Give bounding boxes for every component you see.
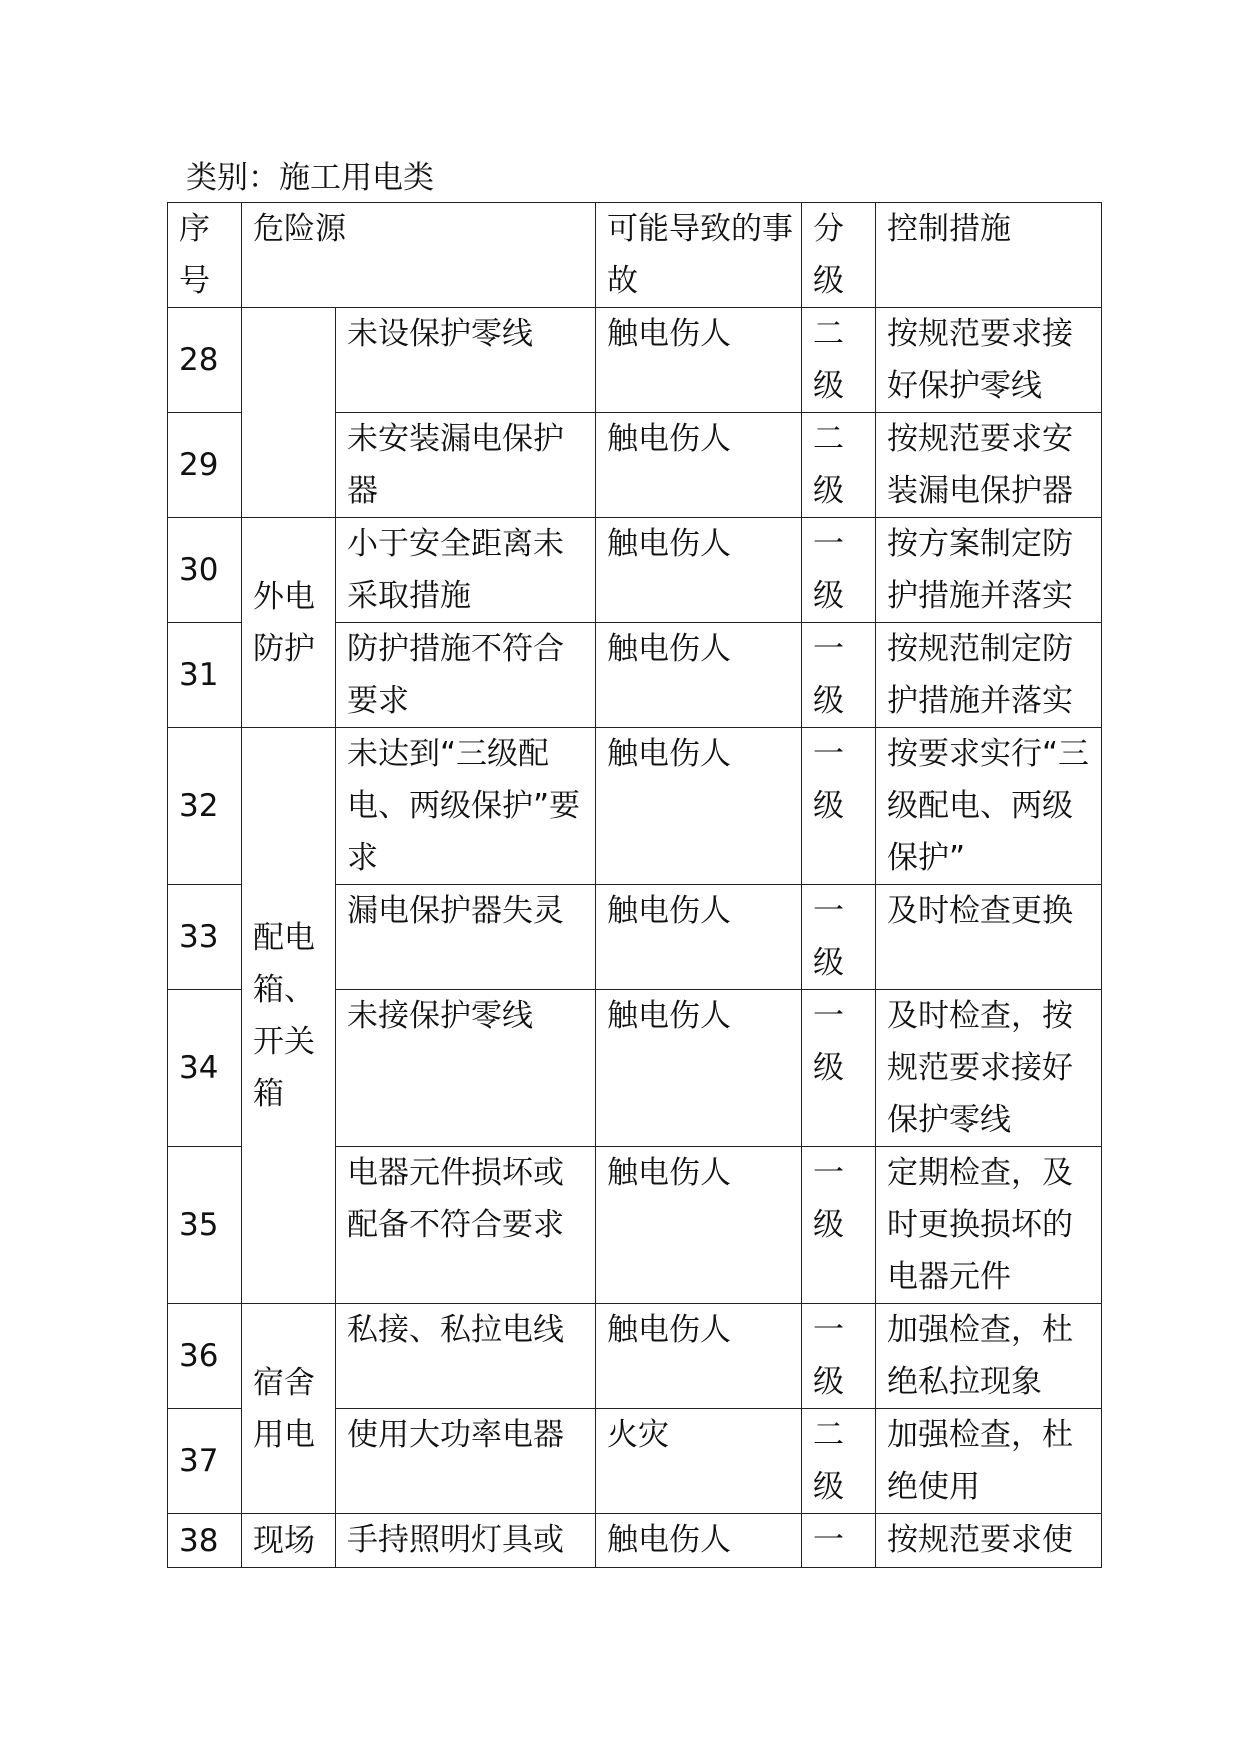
- row-accident: 触电伤人: [596, 1147, 802, 1304]
- row-control: 加强检查，杜绝私拉现象: [876, 1304, 1102, 1409]
- row-seq: 28: [168, 308, 242, 413]
- table-row: [168, 518, 1102, 623]
- row-grade: 二级: [802, 1409, 876, 1514]
- row-control: 加强检查，杜绝使用: [876, 1409, 1102, 1514]
- row-control: 按规范要求使: [876, 1514, 1102, 1568]
- row-grade: 一级: [802, 990, 876, 1147]
- row-control: 按方案制定防护措施并落实: [876, 518, 1102, 623]
- row-seq: 29: [168, 413, 242, 518]
- row-accident: 触电伤人: [596, 1304, 802, 1409]
- header-accident: 可能导致的事故: [596, 203, 802, 308]
- row-grade: 二级: [802, 308, 876, 413]
- row-grade: 一级: [802, 885, 876, 990]
- row-hazard: 未设保护零线: [336, 308, 596, 413]
- group-external-protection: 外电防护: [242, 518, 336, 728]
- table-row: [168, 1304, 1102, 1409]
- row-control: 按要求实行“三级配电、两级保护”: [876, 728, 1102, 885]
- row-seq: 31: [168, 623, 242, 728]
- row-accident: 触电伤人: [596, 623, 802, 728]
- row-hazard: 电器元件损坏或配备不符合要求: [336, 1147, 596, 1304]
- table-row: [168, 1514, 1102, 1568]
- header-control: 控制措施: [876, 203, 1102, 308]
- group-distribution-box: 配电箱、开关箱: [242, 728, 336, 1304]
- row-hazard: 防护措施不符合要求: [336, 623, 596, 728]
- row-hazard: 未安装漏电保护器: [336, 413, 596, 518]
- row-grade: 一级: [802, 728, 876, 885]
- row-grade: 一级: [802, 1304, 876, 1409]
- row-accident: 触电伤人: [596, 308, 802, 413]
- row-accident: 触电伤人: [596, 1514, 802, 1568]
- row-hazard: 未达到“三级配电、两级保护”要求: [336, 728, 596, 885]
- row-seq: 34: [168, 990, 242, 1147]
- row-grade: 一: [802, 1514, 876, 1568]
- table-header-row: [168, 203, 1102, 308]
- group-empty: [242, 308, 336, 518]
- row-accident: 触电伤人: [596, 413, 802, 518]
- category-title: 类别：施工用电类: [186, 160, 434, 196]
- row-control: 及时检查，按规范要求接好保护零线: [876, 990, 1102, 1147]
- row-seq: 33: [168, 885, 242, 990]
- row-seq: 30: [168, 518, 242, 623]
- row-hazard: 使用大功率电器: [336, 1409, 596, 1514]
- row-grade: 一级: [802, 623, 876, 728]
- row-control: 按规范制定防护措施并落实: [876, 623, 1102, 728]
- row-seq: 37: [168, 1409, 242, 1514]
- row-control: 定期检查，及时更换损坏的电器元件: [876, 1147, 1102, 1304]
- row-grade: 一级: [802, 518, 876, 623]
- row-accident: 触电伤人: [596, 518, 802, 623]
- row-seq: 32: [168, 728, 242, 885]
- row-control: 按规范要求安装漏电保护器: [876, 413, 1102, 518]
- header-hazard: 危险源: [242, 203, 596, 308]
- row-seq: 38: [168, 1514, 242, 1568]
- group-site: 现场: [242, 1514, 336, 1568]
- row-accident: 触电伤人: [596, 728, 802, 885]
- header-grade: 分级: [802, 203, 876, 308]
- row-hazard: 未接保护零线: [336, 990, 596, 1147]
- table-row: [168, 308, 1102, 413]
- row-control: 按规范要求接好保护零线: [876, 308, 1102, 413]
- header-seq: 序号: [168, 203, 242, 308]
- row-control: 及时检查更换: [876, 885, 1102, 990]
- row-grade: 一级: [802, 1147, 876, 1304]
- row-hazard: 漏电保护器失灵: [336, 885, 596, 990]
- row-seq: 36: [168, 1304, 242, 1409]
- row-hazard: 小于安全距离未采取措施: [336, 518, 596, 623]
- row-accident: 触电伤人: [596, 885, 802, 990]
- row-accident: 触电伤人: [596, 990, 802, 1147]
- group-dorm-electricity: 宿舍用电: [242, 1304, 336, 1514]
- row-grade: 二级: [802, 413, 876, 518]
- row-hazard: 手持照明灯具或: [336, 1514, 596, 1568]
- row-accident: 火灾: [596, 1409, 802, 1514]
- row-seq: 35: [168, 1147, 242, 1304]
- hazard-table: [167, 202, 1102, 1568]
- table-row: [168, 728, 1102, 885]
- row-hazard: 私接、私拉电线: [336, 1304, 596, 1409]
